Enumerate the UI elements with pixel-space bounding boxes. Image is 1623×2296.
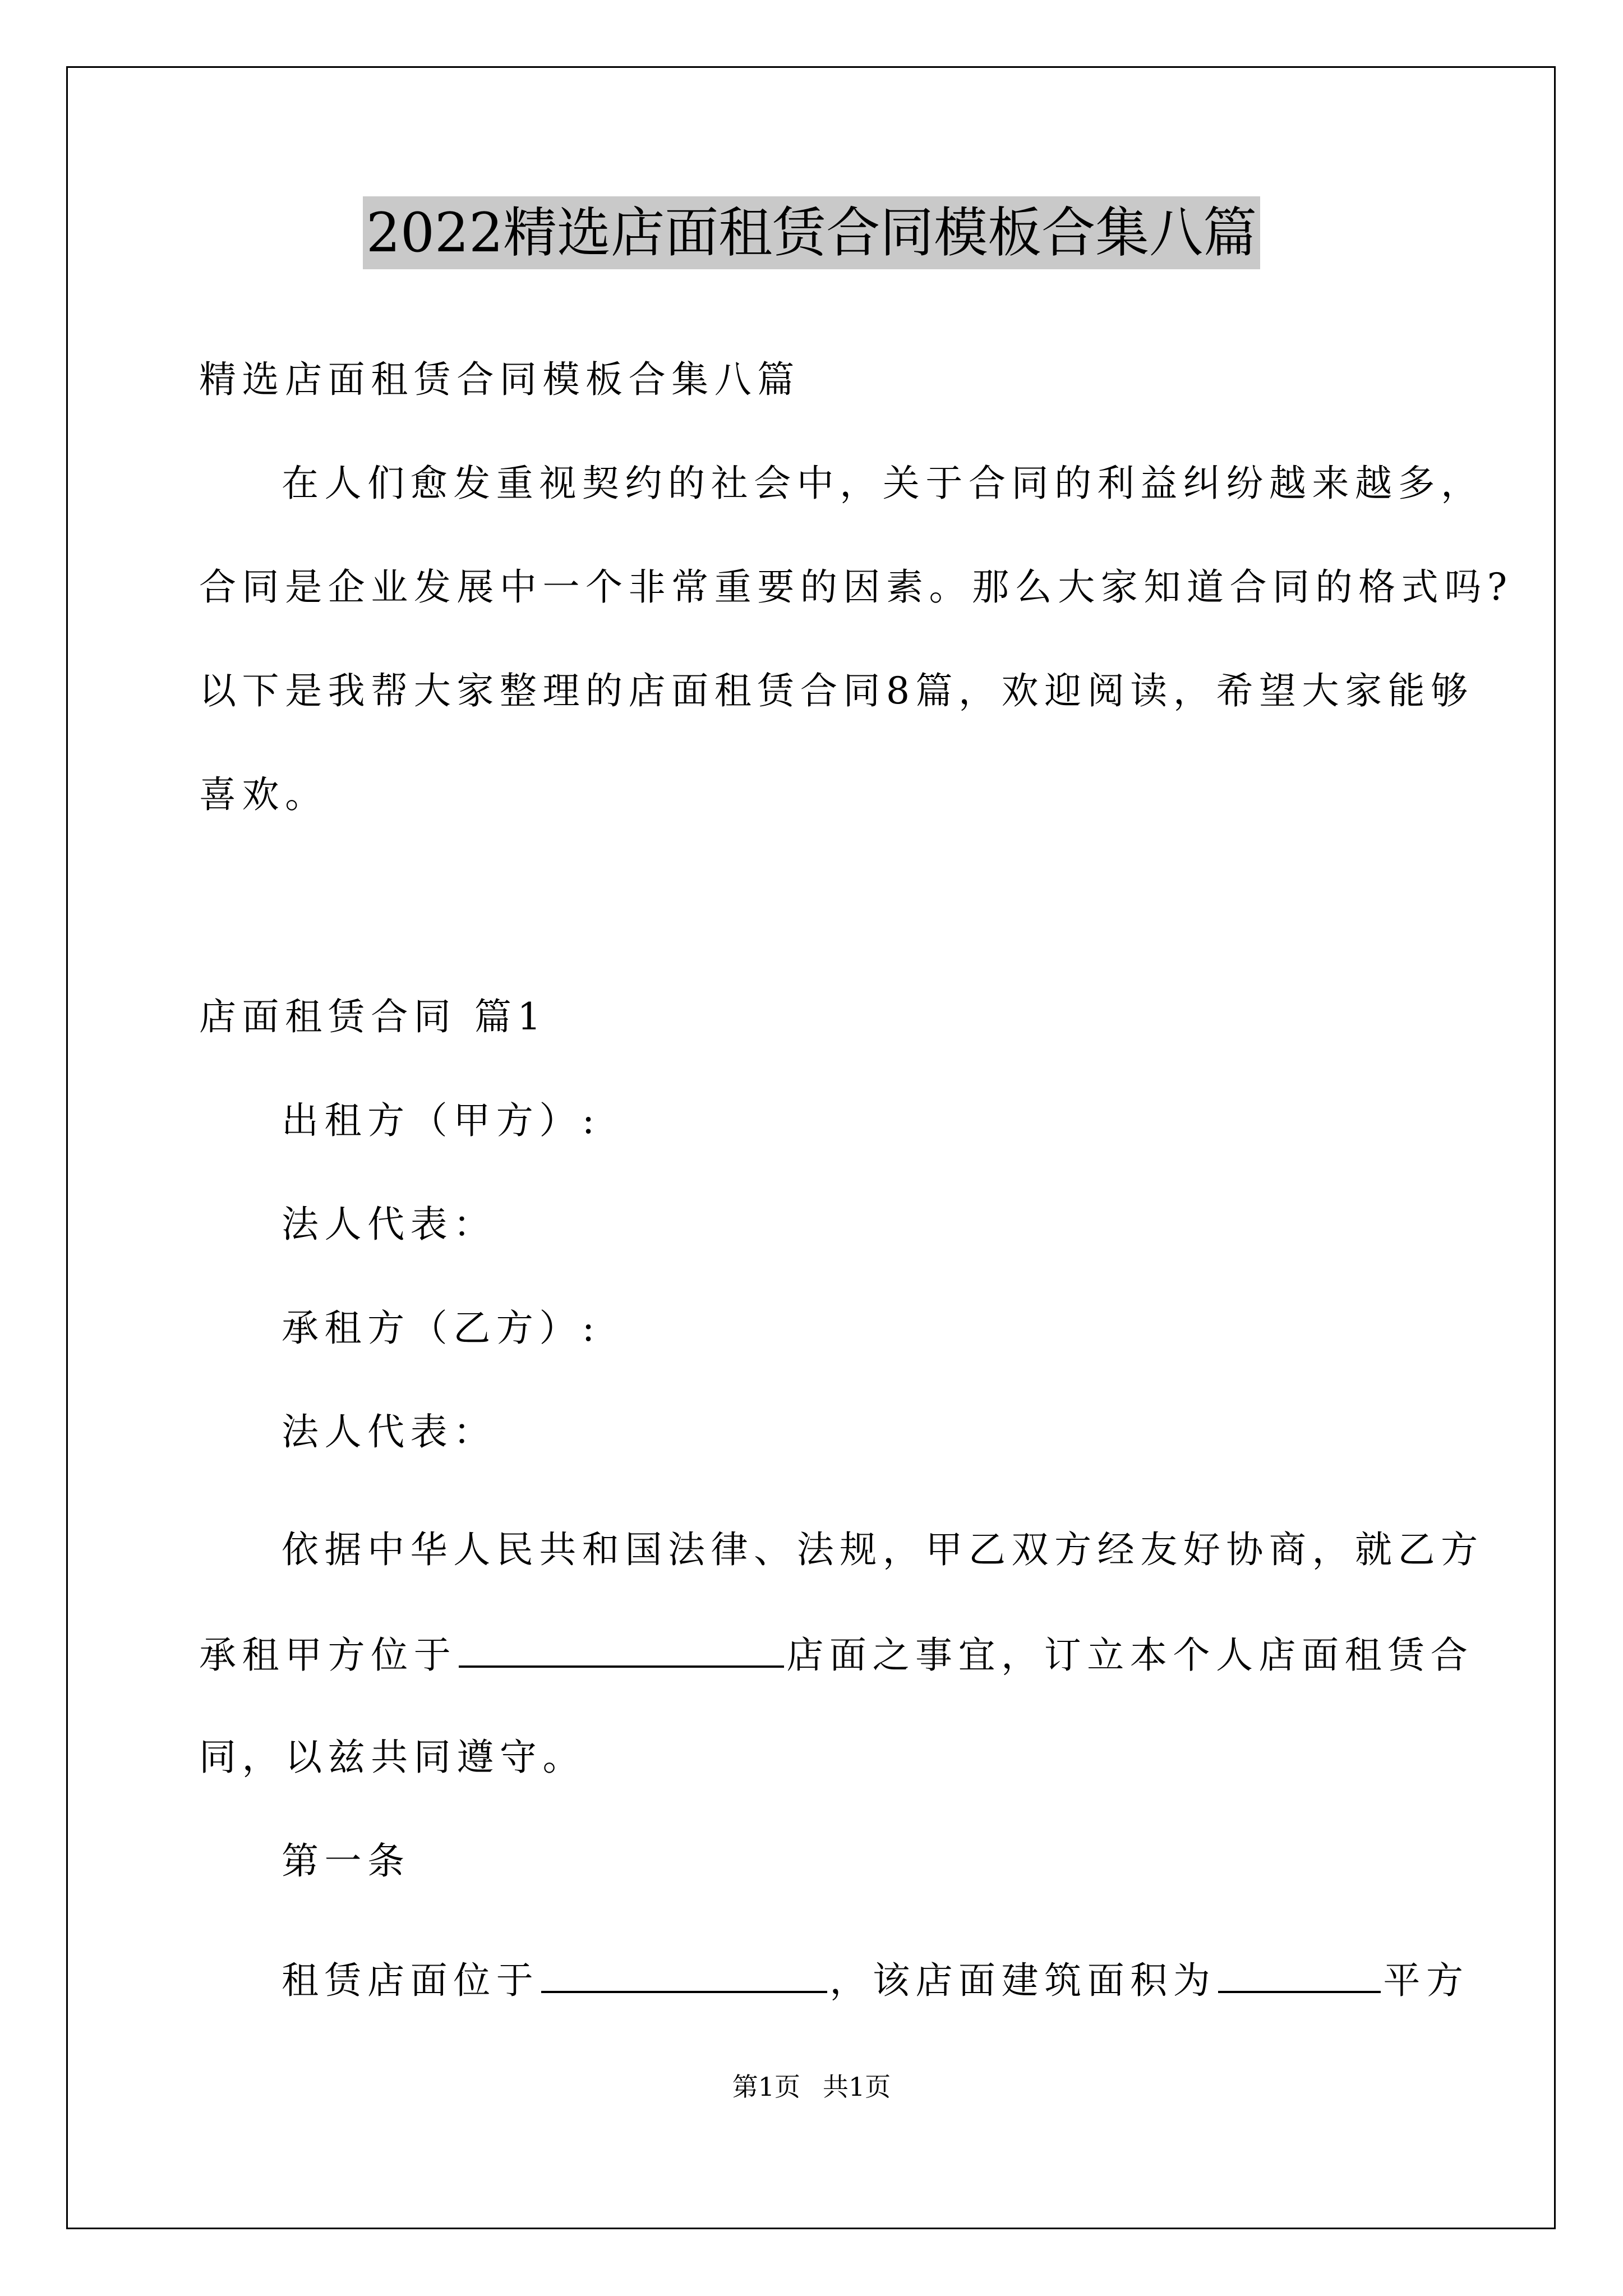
intro-line-4: 喜欢。 [199, 773, 328, 816]
page-number: 第1页 [732, 2072, 800, 2102]
article-1-heading: 第一条 [282, 1839, 411, 1883]
preamble-line-3: 同，以兹共同遵守。 [199, 1736, 586, 1779]
article-1-location-label: 租赁店面位于 [282, 1959, 540, 2002]
article-1-area-label: ，该店面建筑面积为 [829, 1959, 1216, 2002]
lessor-label: 出租方（甲方）: [282, 1099, 601, 1142]
document-title: 2022精选店面租赁合同模板合集八篇 [363, 196, 1260, 269]
shop-location-blank [459, 1628, 784, 1668]
section-heading: 店面租赁合同 篇1 [199, 995, 547, 1038]
title-area [0, 196, 1623, 269]
preamble-line-2-end: 店面之事宜，订立本个人店面租赁合 [786, 1634, 1474, 1677]
preamble-line-2-start: 承租甲方位于 [199, 1634, 457, 1677]
page-total: 共1页 [823, 2072, 891, 2102]
lessee-label: 承租方（乙方）: [282, 1306, 601, 1350]
lessee-representative-label: 法人代表： [282, 1410, 496, 1453]
intro-line-3: 以下是我帮大家整理的店面租赁合同8篇，欢迎阅读，希望大家能够 [199, 669, 1474, 712]
article-1-unit-label: 平方 [1383, 1959, 1469, 2002]
document-subtitle: 精选店面租赁合同模板合集八篇 [199, 358, 800, 401]
area-blank [1218, 1954, 1381, 1993]
article-1-line [282, 1954, 1469, 2006]
address-blank [541, 1954, 827, 1993]
page-footer [0, 2070, 1623, 2104]
intro-line-2: 合同是企业发展中一个非常重要的因素。那么大家知道合同的格式吗? [199, 565, 1513, 609]
preamble-line-2 [199, 1628, 1473, 1681]
lessor-representative-label: 法人代表： [282, 1203, 496, 1246]
intro-line-1: 在人们愈发重视契约的社会中，关于合同的利益纠纷越来越多， [282, 462, 1484, 505]
preamble-line-1: 依据中华人民共和国法律、法规，甲乙双方经友好协商，就乙方 [282, 1528, 1484, 1571]
